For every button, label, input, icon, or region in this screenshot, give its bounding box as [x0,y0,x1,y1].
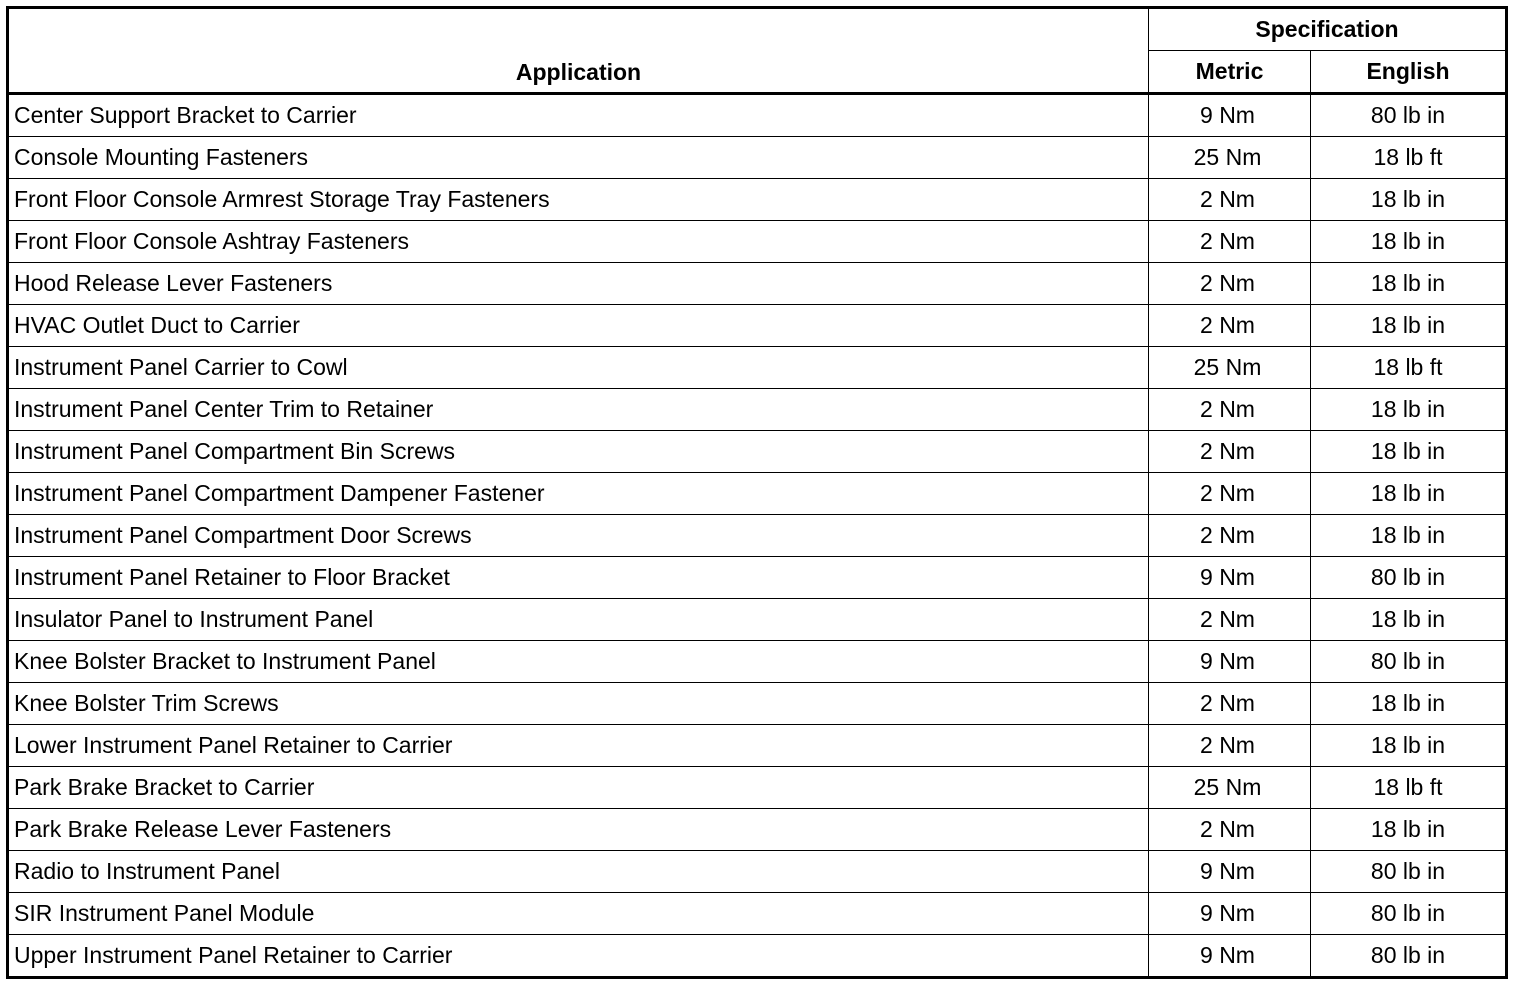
table-row [8,893,1507,935]
english-cell: 80 lb in [1311,893,1507,935]
metric-cell: 2 Nm [1149,515,1311,557]
english-cell: 18 lb ft [1311,137,1507,179]
table-row [8,137,1507,179]
metric-cell: 2 Nm [1149,683,1311,725]
metric-cell: 2 Nm [1149,431,1311,473]
application-cell: SIR Instrument Panel Module [8,893,1149,935]
metric-cell: 9 Nm [1149,557,1311,599]
metric-cell: 2 Nm [1149,599,1311,641]
metric-cell: 2 Nm [1149,305,1311,347]
metric-cell: 2 Nm [1149,221,1311,263]
table-row [8,263,1507,305]
table-row [8,767,1507,809]
table-body [8,94,1507,978]
english-cell: 18 lb in [1311,221,1507,263]
metric-column-header: Metric [1149,51,1311,94]
application-cell: Park Brake Release Lever Fasteners [8,809,1149,851]
specification-group-header: Specification [1149,8,1507,51]
metric-cell: 9 Nm [1149,641,1311,683]
application-cell: Instrument Panel Center Trim to Retainer [8,389,1149,431]
application-cell: HVAC Outlet Duct to Carrier [8,305,1149,347]
table-row [8,725,1507,767]
application-cell: Instrument Panel Retainer to Floor Bracket [8,557,1149,599]
application-cell: Front Floor Console Ashtray Fasteners [8,221,1149,263]
english-cell: 18 lb in [1311,179,1507,221]
english-cell: 80 lb in [1311,641,1507,683]
metric-cell: 9 Nm [1149,94,1311,137]
english-cell: 18 lb in [1311,515,1507,557]
table-row [8,935,1507,978]
english-cell: 18 lb in [1311,389,1507,431]
metric-cell: 25 Nm [1149,347,1311,389]
application-cell: Knee Bolster Trim Screws [8,683,1149,725]
table-row [8,641,1507,683]
table-row [8,94,1507,137]
metric-cell: 2 Nm [1149,263,1311,305]
header-row [8,8,1507,51]
metric-cell: 2 Nm [1149,809,1311,851]
table-row [8,515,1507,557]
english-cell: 18 lb in [1311,305,1507,347]
application-cell: Front Floor Console Armrest Storage Tray Fasteners [8,179,1149,221]
english-cell: 18 lb in [1311,725,1507,767]
metric-cell: 9 Nm [1149,935,1311,978]
table-row [8,599,1507,641]
table-row [8,473,1507,515]
table-row [8,683,1507,725]
metric-cell: 2 Nm [1149,725,1311,767]
table-row [8,347,1507,389]
table-row [8,557,1507,599]
english-cell: 18 lb in [1311,599,1507,641]
english-cell: 18 lb ft [1311,347,1507,389]
application-cell: Console Mounting Fasteners [8,137,1149,179]
application-cell: Radio to Instrument Panel [8,851,1149,893]
metric-cell: 2 Nm [1149,179,1311,221]
metric-cell: 9 Nm [1149,893,1311,935]
table-row [8,809,1507,851]
application-cell: Instrument Panel Compartment Bin Screws [8,431,1149,473]
table-row [8,431,1507,473]
english-cell: 18 lb in [1311,431,1507,473]
application-cell: Insulator Panel to Instrument Panel [8,599,1149,641]
application-cell: Hood Release Lever Fasteners [8,263,1149,305]
english-cell: 80 lb in [1311,557,1507,599]
english-cell: 80 lb in [1311,94,1507,137]
fastener-torque-table [6,6,1508,979]
english-cell: 80 lb in [1311,851,1507,893]
table-row [8,221,1507,263]
application-cell: Knee Bolster Bracket to Instrument Panel [8,641,1149,683]
metric-cell: 25 Nm [1149,137,1311,179]
metric-cell: 2 Nm [1149,389,1311,431]
english-cell: 18 lb in [1311,263,1507,305]
table-row [8,305,1507,347]
application-cell: Park Brake Bracket to Carrier [8,767,1149,809]
application-cell: Instrument Panel Carrier to Cowl [8,347,1149,389]
english-cell: 18 lb ft [1311,767,1507,809]
english-cell: 80 lb in [1311,935,1507,978]
metric-cell: 9 Nm [1149,851,1311,893]
application-cell: Instrument Panel Compartment Dampener Fastener [8,473,1149,515]
table-row [8,179,1507,221]
application-cell: Center Support Bracket to Carrier [8,94,1149,137]
metric-cell: 2 Nm [1149,473,1311,515]
table-row [8,851,1507,893]
metric-cell: 25 Nm [1149,767,1311,809]
application-cell: Lower Instrument Panel Retainer to Carrier [8,725,1149,767]
table-row [8,389,1507,431]
application-column-header: Application [8,8,1149,94]
application-cell: Upper Instrument Panel Retainer to Carrier [8,935,1149,978]
application-cell: Instrument Panel Compartment Door Screws [8,515,1149,557]
english-column-header: English [1311,51,1507,94]
english-cell: 18 lb in [1311,473,1507,515]
english-cell: 18 lb in [1311,683,1507,725]
english-cell: 18 lb in [1311,809,1507,851]
table-header [8,8,1507,94]
